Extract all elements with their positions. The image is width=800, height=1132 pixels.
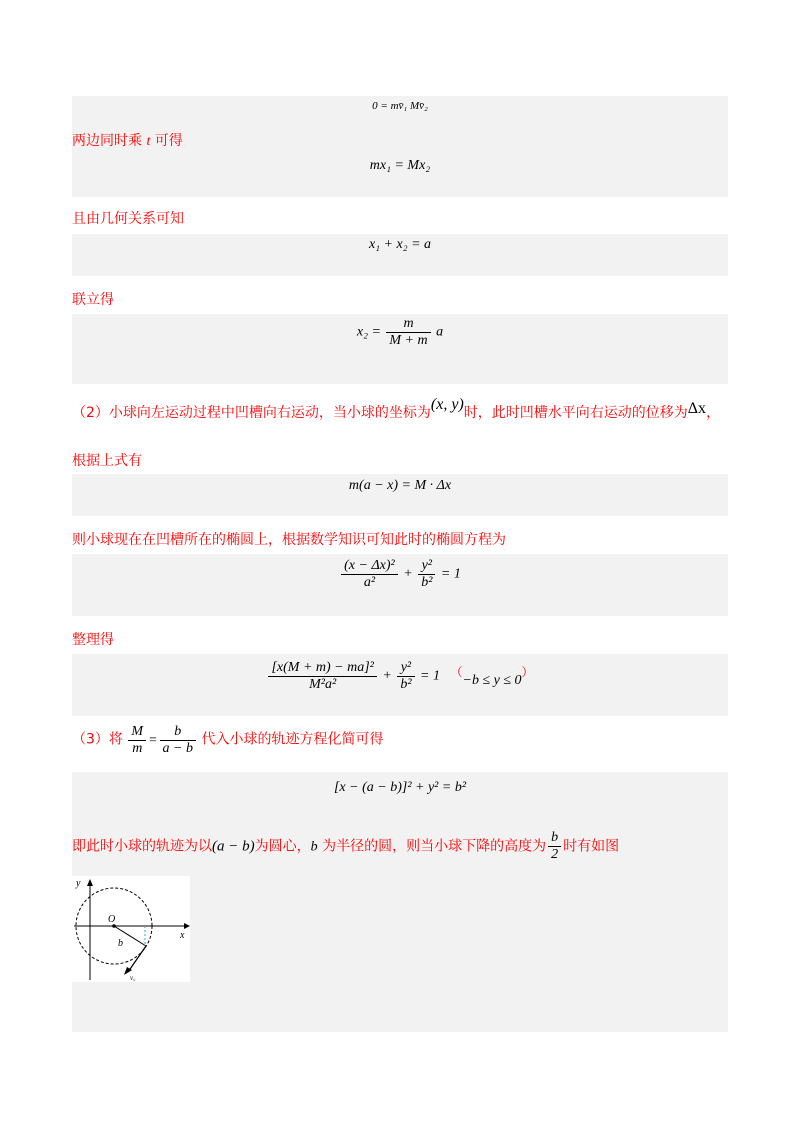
ratio-eq: =	[148, 732, 158, 748]
text-multiply-t-pre: 两边同时乘	[72, 133, 147, 149]
simplified-equation	[72, 660, 728, 693]
equation-block-7	[72, 772, 728, 814]
equation-block-5	[72, 554, 728, 616]
part3-post: 代入小球的轨迹方程化简可得	[201, 731, 384, 748]
velocity-vector	[128, 946, 146, 972]
ellipse-num-2: y²	[418, 558, 435, 575]
simplified-frac-2	[397, 660, 414, 693]
ellipse-equation	[72, 558, 728, 591]
simplified-frac-1	[268, 660, 376, 693]
ellipse-frac-1	[341, 558, 398, 591]
half-b-num: b	[548, 830, 561, 847]
part3-pre: （3）将	[72, 731, 123, 748]
trajectory-figure	[72, 876, 190, 982]
y-condition: −b ≤ y ≤ 0	[462, 672, 522, 688]
part2-mid: 时，此时凹槽水平向右运动的位移为	[463, 405, 688, 421]
x2-lhs: x₂ =	[356, 324, 381, 340]
text-combine: 联立得	[72, 292, 114, 308]
text-multiply-t	[72, 130, 183, 150]
x2-num: m	[386, 316, 430, 333]
simplified-rhs: = 1	[420, 668, 440, 684]
half-b-fraction	[548, 830, 561, 863]
text-part2	[72, 396, 721, 422]
relation-equation: m(a − x) = M · Δx	[348, 478, 452, 493]
part2-post: ，	[706, 405, 721, 421]
x-axis-arrow-icon	[184, 923, 190, 929]
ellipse-den-1: a²	[363, 575, 376, 590]
trajectory-post: 时有如图	[563, 838, 620, 855]
equation-block-2	[72, 234, 728, 276]
half-b-den: 2	[551, 847, 559, 862]
ratio-equation	[123, 724, 202, 756]
trajectory-diagram	[72, 876, 190, 982]
y-axis-arrow-icon	[87, 879, 93, 886]
ellipse-rhs: = 1	[440, 566, 461, 582]
x2-fraction	[386, 316, 430, 349]
simplified-plus: +	[382, 668, 392, 684]
simplified-den-1: M²a²	[309, 677, 337, 692]
text-simplify: 整理得	[72, 632, 114, 648]
ratio-den-1: m	[132, 741, 143, 756]
ratio-frac-2	[160, 724, 196, 757]
text-multiply-t-post: 可得	[150, 133, 183, 149]
cond-close: ）	[521, 664, 534, 679]
equation-block-4	[72, 474, 728, 516]
trajectory-mid1: 为圆心，	[254, 838, 311, 855]
coord-xy: (x, y)	[430, 396, 464, 413]
ellipse-num-1: (x − Δx)²	[341, 558, 398, 575]
text-from-above: 根据上式有	[72, 453, 142, 469]
ellipse-den-2: b²	[421, 575, 433, 590]
simplified-num-1: [x(M + m) − ma]²	[268, 660, 376, 677]
x2-equation	[72, 316, 728, 349]
var-t: t	[146, 134, 151, 149]
x2-rhs: a	[436, 324, 444, 340]
radius-label: b	[118, 938, 123, 949]
ratio-den-2: a − b	[162, 741, 193, 756]
x2-den: M + m	[389, 333, 428, 348]
equation-block-6	[72, 654, 728, 716]
text-part3	[72, 724, 384, 757]
x-label: x	[180, 930, 185, 941]
delta-x: Δx	[687, 400, 707, 417]
cond-open: （	[450, 664, 463, 679]
circle-equation: [x − (a − b)]² + y² = b²	[333, 780, 467, 795]
trajectory-mid2: 为半径的圆，则当小球下降的高度为	[317, 838, 547, 855]
ratio-num-1: M	[128, 724, 146, 741]
trajectory-pre: 即此时小球的轨迹为以	[72, 838, 212, 855]
sum-equation: x₁ + x₂ = a	[368, 237, 432, 252]
simplified-den-2: b²	[400, 677, 412, 692]
text-trajectory	[72, 830, 619, 863]
displacement-equation: mx₁ = Mx₂	[369, 158, 431, 173]
part2-pre: （2）小球向左运动过程中凹槽向右运动，当小球的坐标为	[72, 405, 431, 421]
simplified-num-2: y²	[397, 660, 414, 677]
origin-label: O	[108, 914, 116, 925]
y-label: y	[76, 878, 81, 889]
ratio-num-2: b	[160, 724, 196, 741]
ratio-frac-1	[128, 724, 146, 757]
text-geometry: 且由几何关系可知	[72, 211, 184, 227]
center-ab: (a − b)	[212, 838, 255, 855]
momentum-equation: 0 = mv̄₁ Mv̄₂	[372, 100, 428, 112]
ellipse-plus: +	[403, 566, 413, 582]
equation-block-3	[72, 314, 728, 384]
radius-b: b	[310, 839, 318, 855]
text-ellipse: 则小球现在在凹槽所在的椭圆上，根据数学知识可知此时的椭圆方程为	[72, 532, 506, 548]
velocity-label: v꜀	[130, 974, 136, 982]
ellipse-frac-2	[418, 558, 435, 591]
